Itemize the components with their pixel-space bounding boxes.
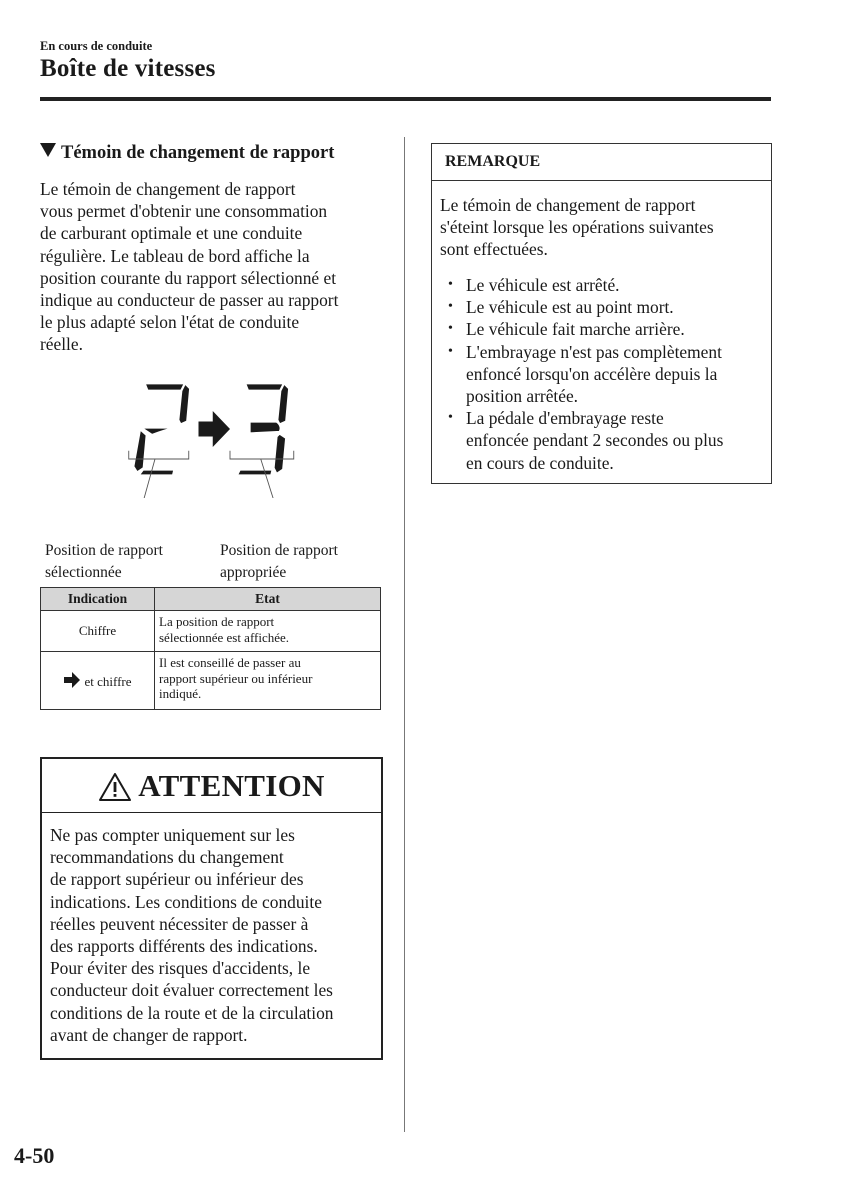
remarque-header	[432, 144, 771, 181]
text-line: des rapports différents des indications.	[50, 936, 318, 957]
text-line: de carburant optimale et une conduite	[40, 223, 303, 244]
table-header-row	[41, 588, 381, 611]
table-row	[41, 611, 381, 652]
table-header: Indication	[41, 588, 155, 611]
text-line: Le témoin de changement de rapport	[440, 195, 696, 215]
triangle-bullet-icon	[40, 143, 56, 157]
text-line: s'éteint lorsque les opérations suivantes	[440, 217, 714, 238]
attention-box	[40, 757, 383, 1060]
text-line: régulière. Le tableau de bord affiche la	[40, 245, 310, 266]
page-number: 4-50	[14, 1143, 55, 1168]
subsection-heading	[40, 143, 334, 164]
text-line: de rapport supérieur ou inférieur des	[50, 869, 304, 890]
subsection-heading-text: Témoin de changement de rapport	[61, 143, 335, 163]
list-item: • La pédale d'embrayage reste enfoncée pendant 2 secondes ou plus en cours de conduite.	[440, 407, 770, 474]
text-line: vous permet d'obtenir une consommation	[40, 201, 328, 222]
text-line: recommandations du changement	[50, 847, 284, 868]
text-line: réelle.	[40, 334, 83, 355]
warning-triangle-icon	[98, 772, 132, 802]
indication-table	[40, 587, 381, 710]
text-line: sont effectuées.	[440, 239, 548, 260]
remarque-title: REMARQUE	[445, 153, 541, 170]
table-cell: La position de rapport sélectionnée est affichée.	[155, 611, 381, 652]
text-line: conducteur doit évaluer correctement les	[50, 980, 333, 1001]
text-line: Pour éviter des risques d'accidents, le	[50, 958, 311, 979]
table-cell: et chiffre	[41, 652, 155, 710]
title-rule	[40, 97, 771, 101]
list-item: • Le véhicule est au point mort.	[440, 296, 770, 318]
text-line: Ne pas compter uniquement sur les	[50, 825, 295, 845]
attention-text	[50, 824, 380, 1046]
attention-header	[42, 759, 381, 813]
intro-paragraph	[40, 178, 390, 356]
text-line: conditions de la route et de la circulation	[50, 1002, 334, 1023]
remarque-list	[440, 274, 770, 474]
attention-title: ATTENTION	[138, 767, 325, 803]
text-line: indications. Les conditions de conduite	[50, 891, 322, 912]
text-line: indique au conducteur de passer au rapport	[40, 290, 339, 311]
section-label: En cours de conduite	[40, 39, 153, 53]
text-line: Le témoin de changement de rapport	[40, 179, 296, 199]
leader-line-left	[144, 459, 155, 498]
table-cell: Il est conseillé de passer au rapport supérieur ou inférieur indiqué.	[155, 652, 381, 710]
remarque-box	[431, 143, 772, 484]
caption-recommended-gear: Position de rapport appropriée	[220, 542, 338, 581]
leader-line-right	[261, 459, 274, 498]
shift-arrow-icon	[63, 672, 81, 688]
page-title: Boîte de vitesses	[40, 55, 216, 82]
text-line: réelles peuvent nécessiter de passer à	[50, 913, 309, 934]
table-cell: Chiffre	[41, 611, 155, 652]
list-item: • L'embrayage n'est pas complètement enfoncé lorsqu'on accélère depuis la position arrêtée.	[440, 341, 770, 408]
digit-two-icon	[133, 383, 190, 475]
text-line: position courante du rapport sélectionné et	[40, 267, 337, 288]
table-header: Etat	[155, 588, 381, 611]
text-line: le plus adapté selon l'état de conduite	[40, 312, 300, 333]
list-item: • Le véhicule est arrêté.	[440, 274, 770, 296]
caption-selected-gear: Position de rapport sélectionnée	[45, 542, 163, 581]
shift-arrow-icon	[199, 411, 231, 447]
table-row	[41, 652, 381, 710]
remarque-intro	[440, 194, 770, 261]
digit-three-icon	[237, 383, 290, 475]
text-line: avant de changer de rapport.	[50, 1024, 248, 1045]
gear-shift-indicator-figure	[95, 378, 335, 498]
list-item: • Le véhicule fait marche arrière.	[440, 318, 770, 340]
column-divider	[404, 137, 405, 1132]
